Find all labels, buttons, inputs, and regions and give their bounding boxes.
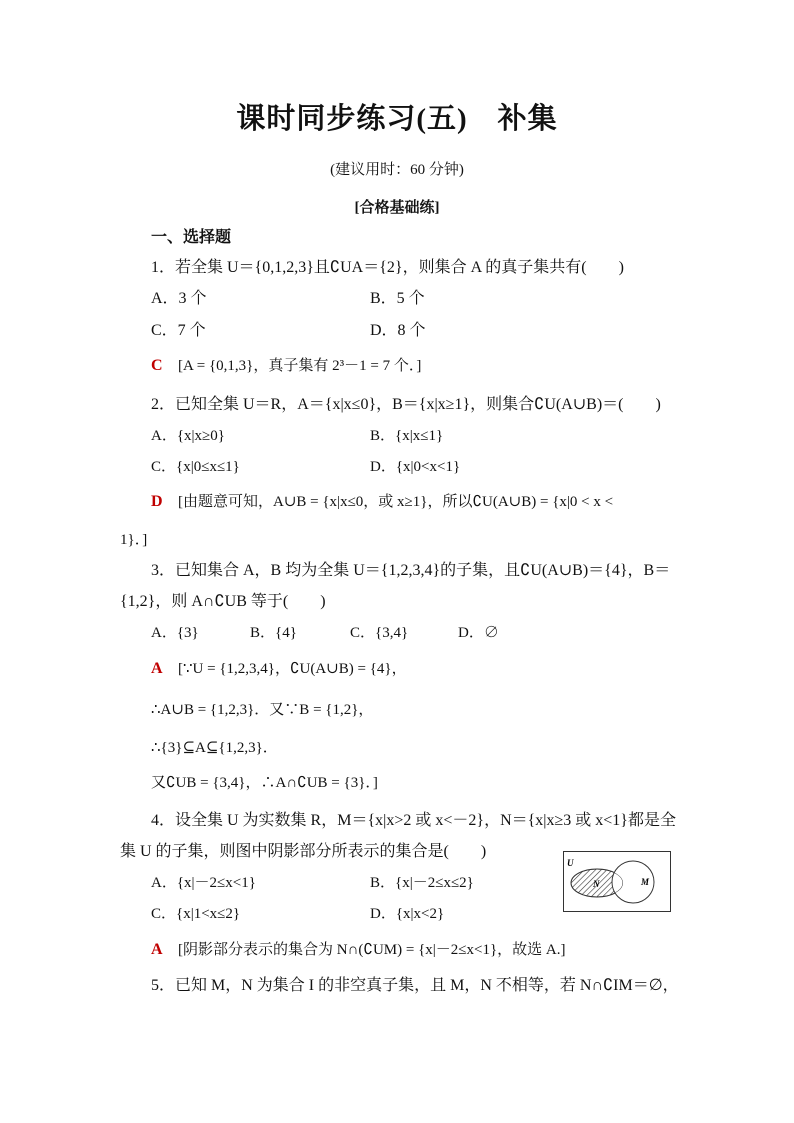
venn-label-m: M [641, 877, 650, 887]
q4-answer: A [151, 941, 163, 958]
venn-label-u: U [567, 858, 574, 868]
venn-diagram [563, 851, 671, 912]
venn-label-n: N [593, 879, 600, 889]
q2-answer: D [151, 493, 163, 510]
q4-option-c: C．{x|1<x≤2} [151, 906, 241, 922]
q4-stem-line1: 4．设全集 U 为实数集 R，M＝{x|x>2 或 x<－2}，N＝{x|x≥3 或 x<1}都是全 [151, 812, 676, 829]
q3-explanation-line2: ∴A∪B = {1,2,3}．又∵B = {1,2}， [151, 702, 374, 718]
q2-option-c: C．{x|0≤x≤1} [151, 459, 240, 475]
q3-stem-line2: {1,2}，则 A∩∁UB 等于( ) [120, 593, 326, 610]
q2-stem: 2．已知全集 U＝R，A＝{x|x≤0}，B＝{x|x≥1}，则集合∁U(A∪B)＝( ) [151, 396, 661, 413]
q1-option-d: D．8 个 [370, 322, 426, 339]
q3-option-b: B．{4} [250, 625, 297, 641]
q2-option-a: A．{x|x≥0} [151, 428, 225, 444]
q3-option-c: C．{3,4} [350, 625, 409, 641]
q3-explanation-line3: ∴{3}⊆A⊆{1,2,3}． [151, 740, 278, 756]
q3-explanation-line4: 又∁UB = {3,4}，∴A∩∁UB = {3}．] [151, 775, 378, 791]
suggested-time: (建议用时：60 分钟) [330, 162, 464, 178]
q2-explanation-line2: 1}．] [120, 532, 148, 548]
q4-explanation: [阴影部分表示的集合为 N∩(∁UM) = {x|－2≤x<1}，故选 A.] [178, 942, 566, 958]
section-heading: [合格基础练] [354, 200, 440, 216]
q4-option-b: B．{x|－2≤x≤2} [370, 875, 474, 891]
q2-explanation-line1: [由题意可知，A∪B = {x|x≤0，或 x≥1}，所以∁U(A∪B) = {x|0 < x < [178, 494, 614, 510]
q3-explanation-line1: [∵U = {1,2,3,4}，∁U(A∪B) = {4}， [178, 661, 407, 677]
q3-answer: A [151, 660, 163, 677]
q4-stem-line2: 集 U 的子集，则图中阴影部分所表示的集合是( ) [120, 843, 487, 860]
q1-stem: 1．若全集 U＝{0,1,2,3}且∁UA＝{2}，则集合 A 的真子集共有( ) [151, 259, 624, 276]
q3-option-d: D．∅ [458, 625, 499, 641]
q3-stem-line1: 3．已知集合 A，B 均为全集 U＝{1,2,3,4}的子集，且∁U(A∪B)＝{4}，B＝ [151, 562, 671, 579]
q1-option-a: A．3 个 [151, 290, 207, 307]
part-label: 一、选择题 [151, 229, 232, 246]
q1-answer: C [151, 357, 163, 374]
q1-option-c: C．7 个 [151, 322, 206, 339]
page-title: 课时同步练习(五) 补集 [236, 103, 558, 135]
q2-option-b: B．{x|x≤1} [370, 428, 444, 444]
q4-option-a: A．{x|－2≤x<1} [151, 875, 256, 891]
q3-option-a: A．{3} [151, 625, 199, 641]
q1-option-b: B．5 个 [370, 290, 425, 307]
q4-option-d: D．{x|x<2} [370, 906, 445, 922]
q5-stem: 5．已知 M，N 为集合 I 的非空真子集，且 M，N 不相等，若 N∩∁IM＝∅， [151, 977, 679, 994]
q2-option-d: D．{x|0<x<1} [370, 459, 461, 475]
q1-explanation: [A = {0,1,3}，真子集有 2³－1 = 7 个．] [178, 358, 422, 374]
